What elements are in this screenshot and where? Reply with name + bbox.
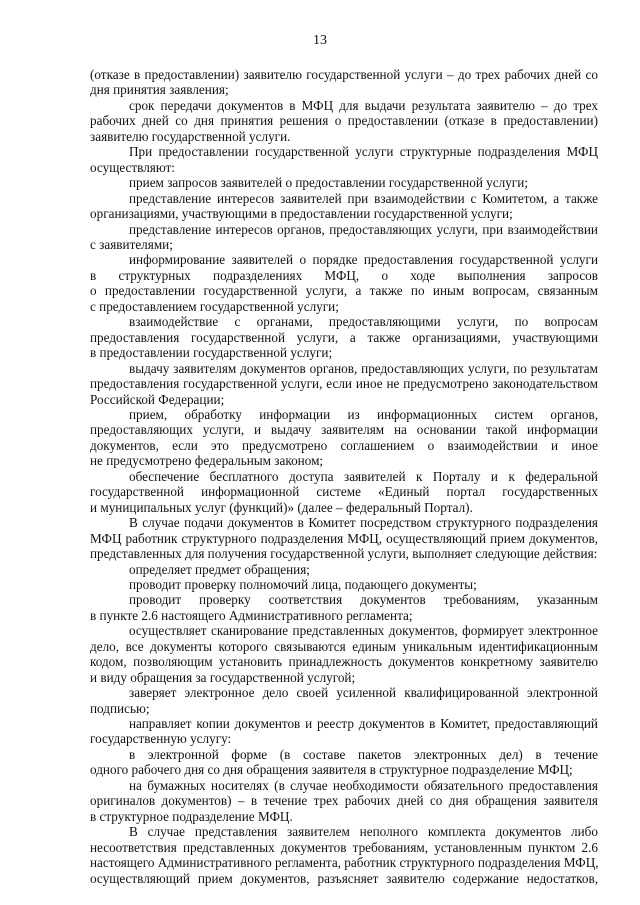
text-line: осуществляют: <box>90 159 175 175</box>
paragraph <box>90 175 598 190</box>
text-line: заверяет электронное дело своей усиленной квалифицированной электронной <box>129 685 598 701</box>
text-line: оригиналов документов) – в течение трех рабочих дней со дня обращения заявителя <box>90 793 598 809</box>
text-line: прием запросов заявителей о предоставлении государственной услуги; <box>129 175 528 191</box>
text-line: Российской Федерации; <box>90 391 225 407</box>
paragraph <box>90 252 598 314</box>
paragraph <box>90 469 598 515</box>
paragraph <box>90 515 598 561</box>
text-line: В случае представления заявителем неполного комплекта документов либо <box>129 824 598 840</box>
text-line: дня принятия заявления; <box>90 82 229 98</box>
text-line: представленных для получения государственной услуги, выполняет следующие действия: <box>90 546 598 562</box>
text-line: в структурных подразделениях МФЦ, о ходе выполнения запросов <box>90 267 598 283</box>
paragraph <box>90 67 598 98</box>
text-line: заявителю государственной услуги. <box>90 128 291 144</box>
text-line: кодом, позволяющим установить принадлежность документов конкретному заявителю <box>90 654 598 670</box>
text-line: обеспечение бесплатного доступа заявителей к Порталу и к федеральной <box>129 468 598 484</box>
paragraph <box>90 314 598 360</box>
text-line: предоставляющих услуги, и выдачу заявителям на основании такой информации <box>90 422 598 438</box>
paragraph <box>90 191 598 222</box>
text-line: (отказе в предоставлении) заявителю государственной услуги – до трех рабочих дней со <box>90 67 598 82</box>
paragraph <box>90 407 598 469</box>
paragraph <box>90 685 598 716</box>
text-line: на бумажных носителях (в случае необходимости обязательного предоставления <box>129 777 598 793</box>
text-line: рабочих дней со дня принятия решения о предоставлении (отказе в предоставлении) <box>90 113 598 129</box>
paragraph <box>90 592 598 623</box>
paragraph <box>90 98 598 144</box>
text-line: настоящего Административного регламента, работник структурного подразделения МФЦ, <box>90 855 599 871</box>
text-line: в предоставлении государственной услуги; <box>90 345 333 361</box>
text-line: документов, если это предусмотрено соглашением о взаимодействии и иное <box>90 437 598 453</box>
text-line: представление интересов заявителей при взаимодействии с Комитетом, а также <box>129 190 598 206</box>
text-line: в пункте 2.6 настоящего Административного регламента; <box>90 607 413 623</box>
text-line: одного рабочего дня со дня обращения заявителя в структурное подразделение МФЦ; <box>90 762 573 778</box>
text-line: государственной информационной системе «Единый портал государственных <box>90 484 598 500</box>
text-line: прием, обработку информации из информационных систем органов, <box>129 406 598 422</box>
text-line: направляет копии документов и реестр документов в Комитет, предоставляющий <box>129 716 598 732</box>
text-line: с заявителями; <box>90 236 173 252</box>
text-line: выдачу заявителям документов органов, предоставляющих услуги, по результатам <box>129 360 598 376</box>
document-body <box>90 67 598 886</box>
text-line: осуществляющий прием документов, разъясняет заявителю содержание недостатков, <box>90 870 598 886</box>
paragraph <box>90 778 598 824</box>
text-line: государственную услугу: <box>90 731 232 747</box>
text-line: проводит проверку соответствия документов требованиям, указанным <box>129 592 598 608</box>
page-number: 13 <box>313 33 327 48</box>
paragraph <box>90 623 598 685</box>
paragraph <box>90 824 598 886</box>
text-line: и виду обращения за государственной услугой; <box>90 669 356 685</box>
text-line: взаимодействие с органами, предоставляющими услуги, по вопросам <box>129 314 598 330</box>
text-line: и муниципальных услуг (функций)» (далее – федеральный Портал). <box>90 499 473 515</box>
text-line: информирование заявителей о порядке предоставления государственной услуги <box>129 252 598 268</box>
paragraph <box>90 747 598 778</box>
text-line: о предоставлении государственной услуги, а также по иным вопросам, связанным <box>90 283 598 299</box>
text-line: организациями, участвующими в предоставлении государственной услуги; <box>90 206 513 222</box>
text-line: предоставления государственной услуги, если иное не предусмотрено законодательством <box>90 376 598 392</box>
text-line: МФЦ работник структурного подразделения МФЦ, осуществляющий прием документов, <box>90 530 598 546</box>
text-line: в электронной форме (в составе пакетов электронных дел) в течение <box>129 746 598 762</box>
text-line: При предоставлении государственной услуги структурные подразделения МФЦ <box>129 144 598 160</box>
text-line: в структурное подразделение МФЦ. <box>90 808 293 824</box>
paragraph <box>90 144 598 175</box>
paragraph <box>90 222 598 253</box>
paragraph <box>90 361 598 407</box>
text-line: несоответствия представленных документов требованиям, установленным пунктом 2.6 <box>90 839 598 855</box>
text-line: представление интересов органов, предоставляющих услуги, при взаимодействии <box>129 221 598 237</box>
paragraph <box>90 562 598 577</box>
text-line: осуществляет сканирование представленных документов, формирует электронное <box>129 623 598 639</box>
text-line: В случае подачи документов в Комитет посредством структурного подразделения <box>129 515 598 531</box>
text-line: предоставления государственной услуги, а также организациями, участвующими <box>90 329 598 345</box>
text-line: подписью; <box>90 700 150 716</box>
text-line: срок передачи документов в МФЦ для выдачи результата заявителю – до трех <box>129 97 598 113</box>
text-line: не предусмотрено федеральным законом; <box>90 453 324 469</box>
text-line: проводит проверку полномочий лица, подающего документы; <box>129 576 477 592</box>
paragraph <box>90 577 598 592</box>
text-line: определяет предмет обращения; <box>129 561 310 577</box>
text-line: дело, все документы которого связываются единым уникальным идентификационным <box>90 638 598 654</box>
text-line: с предоставлением государственной услуги; <box>90 298 339 314</box>
paragraph <box>90 716 598 747</box>
